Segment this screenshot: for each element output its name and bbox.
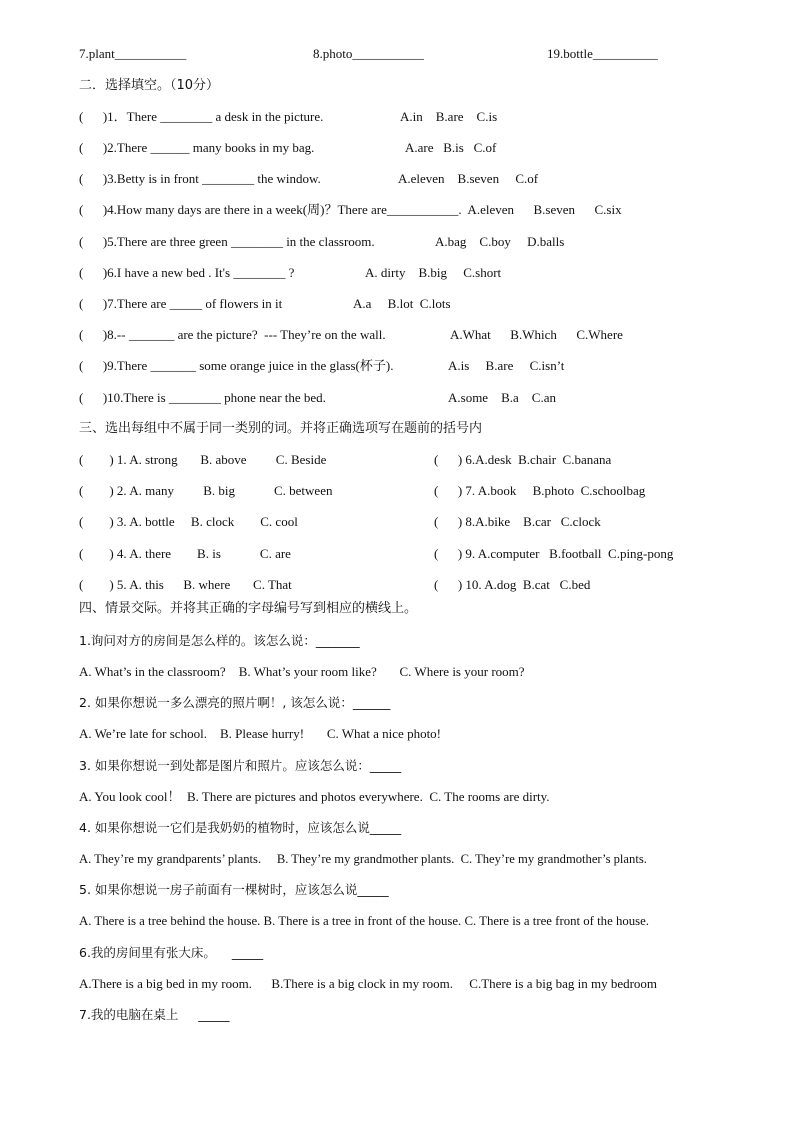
s4-q1: 1.询问对方的房间是怎么样的。该怎么说：_______ — [79, 633, 360, 648]
s2-q5-options: A.bag C.boy D.balls — [435, 234, 565, 249]
s3-left-4: ( ) 4. A. there B. is C. are — [79, 546, 291, 561]
section-3-title: 三、选出每组中不属于同一类别的词。并将正确选项写在题前的括号内 — [79, 421, 483, 436]
s4-q3: 3. 如果你想说一到处都是图片和照片。应该怎么说：_____ — [79, 758, 402, 773]
s2-q10-options: A.some B.a C.an — [448, 390, 556, 405]
item-19-bottle: 19.bottle__________ — [547, 46, 658, 61]
s2-q2: ( )2.There ______ many books in my bag. — [79, 140, 315, 155]
s4-q7: 7.我的电脑在桌上 _____ — [79, 1007, 230, 1022]
s2-q5: ( )5.There are three green ________ in the classroom. — [79, 234, 375, 249]
s4-q6-options: A.There is a big bed in my room. B.There is a big clock in my room. C.There is a big bag in my bedroom — [79, 976, 658, 991]
s3-left-3: ( ) 3. A. bottle B. clock C. cool — [79, 514, 298, 529]
s4-q5-options: A. There is a tree behind the house. B. There is a tree in front of the house. C. There is a tree front of the house. — [79, 914, 649, 928]
s3-left-5: ( ) 5. A. this B. where C. That — [79, 577, 292, 592]
s2-q7: ( )7.There are _____ of flowers in it — [79, 296, 283, 311]
s2-q8-options: A.What B.Which C.Where — [450, 327, 623, 342]
s2-q3-options: A.eleven B.seven C.of — [398, 171, 539, 186]
s3-left-1: ( ) 1. A. strong B. above C. Beside — [79, 452, 327, 467]
s2-q1: ( )1．There ________ a desk in the picture. — [79, 109, 324, 124]
s3-right-8: ( ) 8.A.bike B.car C.clock — [434, 514, 601, 529]
s3-left-2: ( ) 2. A. many B. big C. between — [79, 483, 333, 498]
s2-q10: ( )10.There is ________ phone near the bed. — [79, 390, 326, 405]
section-2-title: 二．选择填空。（10分） — [79, 78, 220, 93]
s2-q9-options: A.is B.are C.isn’t — [448, 358, 565, 373]
s4-q6: 6.我的房间里有张大床。 _____ — [79, 945, 264, 960]
s2-q3: ( )3.Betty is in front ________ the window. — [79, 171, 321, 186]
s3-right-7: ( ) 7. A.book B.photo C.schoolbag — [434, 483, 646, 498]
item-7-plant: 7.plant___________ — [79, 46, 187, 61]
s4-q5: 5. 如果你想说一房子前面有一棵树时，应该怎么说_____ — [79, 882, 389, 897]
s2-q7-options: A.a B.lot C.lots — [353, 296, 451, 311]
section-4-title: 四、情景交际。并将其正确的字母编号写到相应的横线上。 — [79, 601, 418, 616]
s4-q1-options: A. What’s in the classroom? B. What’s your room like? C. Where is your room? — [79, 664, 525, 679]
s2-q1-options: A.in B.are C.is — [400, 109, 498, 124]
s3-right-6: ( ) 6.A.desk B.chair C.banana — [434, 452, 612, 467]
s2-q6-options: A. dirty B.big C.short — [365, 265, 502, 280]
s2-q9: ( )9.There _______ some orange juice in the glass(杯子). — [79, 358, 394, 373]
s4-q2: 2. 如果你想说一多么漂亮的照片啊！, 该怎么说：______ — [79, 695, 391, 710]
s4-q2-options: A. We’re late for school. B. Please hurry! C. What a nice photo! — [79, 726, 442, 741]
s2-q6: ( )6.I have a new bed . It's ________ ? — [79, 265, 295, 280]
s3-right-10: ( ) 10. A.dog B.cat C.bed — [434, 577, 591, 592]
s2-q2-options: A.are B.is C.of — [405, 140, 497, 155]
s4-q4-options: A. They’re my grandparents’ plants. B. They’re my grandmother plants. C. They’re my grandmother’s plants. — [79, 852, 647, 866]
item-8-photo: 8.photo___________ — [313, 46, 424, 61]
s2-q8: ( )8.-- _______ are the picture? --- They’re on the wall. — [79, 327, 386, 342]
s4-q4: 4. 如果你想说一它们是我奶奶的植物时，应该怎么说_____ — [79, 820, 402, 835]
s3-right-9: ( ) 9. A.computer B.football C.ping-pong — [434, 546, 674, 561]
s2-q4: ( )4.How many days are there in a week(周)？There are___________. A.eleven B.seven C.six — [79, 202, 622, 217]
s4-q3-options: A. You look cool！ B. There are pictures and photos everywhere. C. The rooms are dirty. — [79, 789, 550, 804]
